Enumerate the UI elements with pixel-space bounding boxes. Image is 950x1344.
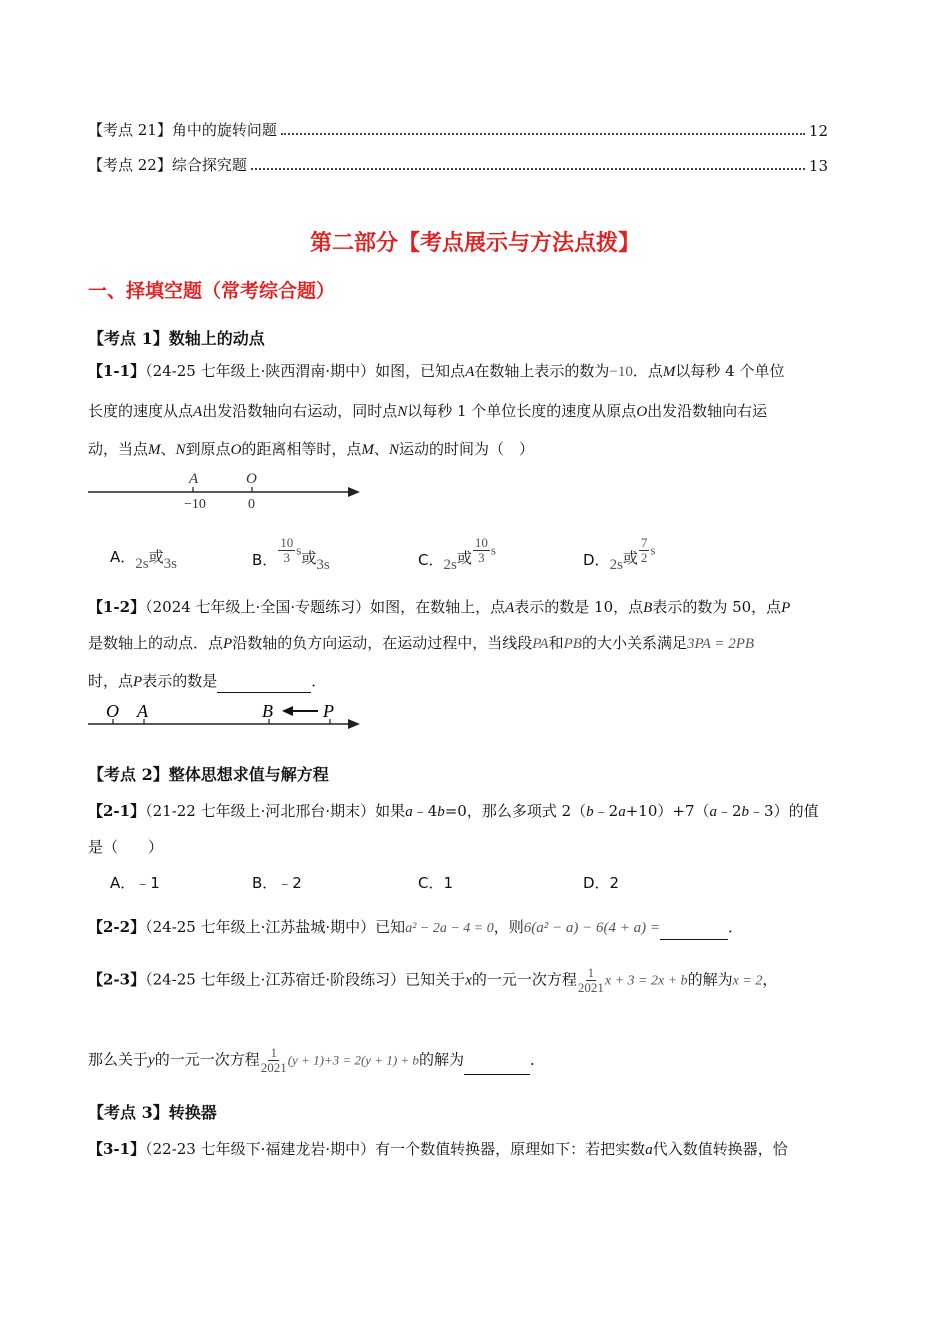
- section-title: 一、择填空题（常考综合题）: [88, 280, 336, 302]
- label-O: O: [246, 471, 257, 487]
- option-a[interactable]: A．﹣1: [110, 874, 160, 892]
- question-source: （24-25 七年级上·陕西渭南·期中）: [145, 362, 376, 380]
- option-a[interactable]: A．2s或3s: [110, 548, 177, 572]
- q2-2-line1: 【2-2】（24-25 七年级上·江苏盐城·期中）已知a² − 2a − 4 = 0，则6(a² − a) − 6(4 + a) = ．: [88, 916, 878, 940]
- toc-label: 【考点 22】综合探究题: [88, 156, 247, 174]
- q1-1-line1: 【1-1】（24-25 七年级上·陕西渭南·期中）如图，已知点A在数轴上表示的数为−10．点M以每秒 4 个单位: [88, 362, 785, 380]
- question-tag: 【2-2】: [88, 918, 146, 936]
- option-b[interactable]: B． $\frac{10}{3}$ s或3s: [252, 535, 330, 573]
- q2-1-line2: 是（ ）: [88, 838, 164, 856]
- kp1-title: 【考点 1】数轴上的动点: [88, 329, 265, 348]
- part-title: 第二部分【考点展示与方法点拨】: [309, 230, 640, 256]
- question-tag: 【2-1】: [88, 802, 146, 820]
- question-tag: 【3-1】: [88, 1140, 146, 1158]
- label-B: B: [262, 701, 273, 721]
- kp2-title: 【考点 2】整体思想求值与解方程: [88, 765, 329, 784]
- option-c[interactable]: C．1: [418, 874, 454, 892]
- question-tag: 【1-1】: [88, 362, 146, 380]
- label-A: A: [189, 471, 199, 487]
- kp3-title: 【考点 3】转换器: [88, 1103, 217, 1122]
- option-b[interactable]: B．﹣2: [252, 874, 302, 892]
- question-source: （24-25 七年级上·江苏宿迁·阶段练习）: [145, 970, 406, 989]
- toc-leader: [251, 168, 805, 170]
- question-tag: 【2-3】: [88, 970, 146, 989]
- toc-label: 【考点 21】角中的旋转问题: [88, 121, 277, 139]
- toc-leader: [281, 133, 805, 135]
- q1-2-line2: 是数轴上的动点．点P沿数轴的负方向运动，在运动过程中，当线段PA和PB的大小关系满足3PA = 2PB: [88, 634, 755, 652]
- value-O: 0: [248, 497, 255, 512]
- answer-blank[interactable]: [464, 1058, 530, 1075]
- label-O: O: [106, 701, 119, 721]
- option-c[interactable]: C．2s或 $\frac{10}{3}$ s: [418, 535, 496, 573]
- arrow-left-head-icon: [282, 706, 293, 716]
- answer-blank[interactable]: [217, 676, 311, 693]
- option-d[interactable]: D．2s或 $\frac{7}{2}$ s: [583, 535, 656, 573]
- q2-3-line1: 【2-3】（24-25 七年级上·江苏宿迁·阶段练习）已知关于x的一元一次方程 $\frac{1}{2021}$ x + 3 = 2x + b的解为x = 2，: [88, 965, 778, 995]
- label-P: P: [323, 701, 334, 721]
- option-d[interactable]: D．2: [583, 874, 620, 892]
- q1-1-line2: 长度的速度从点A出发沿数轴向右运动，同时点N以每秒 1 个单位长度的速度从原点O出发沿数轴向右运: [88, 402, 768, 420]
- value-A: −10: [184, 497, 206, 512]
- question-tag: 【1-2】: [88, 598, 146, 616]
- number-line-diagram-2: [86, 698, 366, 734]
- question-source: （24-25 七年级上·江苏盐城·期中）: [145, 918, 376, 936]
- answer-blank[interactable]: [660, 923, 728, 940]
- q2-1-line1: 【2-1】（21-22 七年级上·河北邢台·期末）如果a﹣4b=0，那么多项式 2（b﹣2a+10）+7（a﹣2b﹣3）的值: [88, 802, 819, 820]
- toc-page: 13: [808, 157, 828, 175]
- q2-3-line2: 那么关于y的一元一次方程 $\frac{1}{2021}$ (y + 1)+3 = 2(y + 1) + b的解为 ．: [88, 1045, 545, 1075]
- question-source: （22-23 七年级下·福建龙岩·期中）: [145, 1140, 376, 1158]
- label-A: A: [137, 701, 148, 721]
- toc-entry-22[interactable]: [88, 153, 828, 175]
- number-line-diagram: [86, 468, 366, 516]
- question-source: （21-22 七年级上·河北邢台·期末）: [145, 802, 376, 820]
- toc-page: 12: [808, 122, 828, 140]
- arrow-right-icon: [348, 719, 360, 729]
- q1-2-line3: 时，点P表示的数是 ．: [88, 670, 868, 693]
- q1-2-line1: 【1-2】（2024 七年级上·全国·专题练习）如图，在数轴上，点A表示的数是 10，点B表示的数为 50，点P: [88, 598, 791, 616]
- q3-1-line1: 【3-1】（22-23 七年级下·福建龙岩·期中）有一个数值转换器，原理如下：若把实数a代入数值转换器，恰: [88, 1140, 788, 1158]
- question-source: （2024 七年级上·全国·专题练习）: [145, 598, 371, 616]
- toc-entry-21[interactable]: [88, 118, 828, 140]
- arrow-right-icon: [348, 487, 360, 497]
- q1-1-line3: 动，当点M、N到原点O的距离相等时，点M、N运动的时间为（ ）: [88, 440, 534, 458]
